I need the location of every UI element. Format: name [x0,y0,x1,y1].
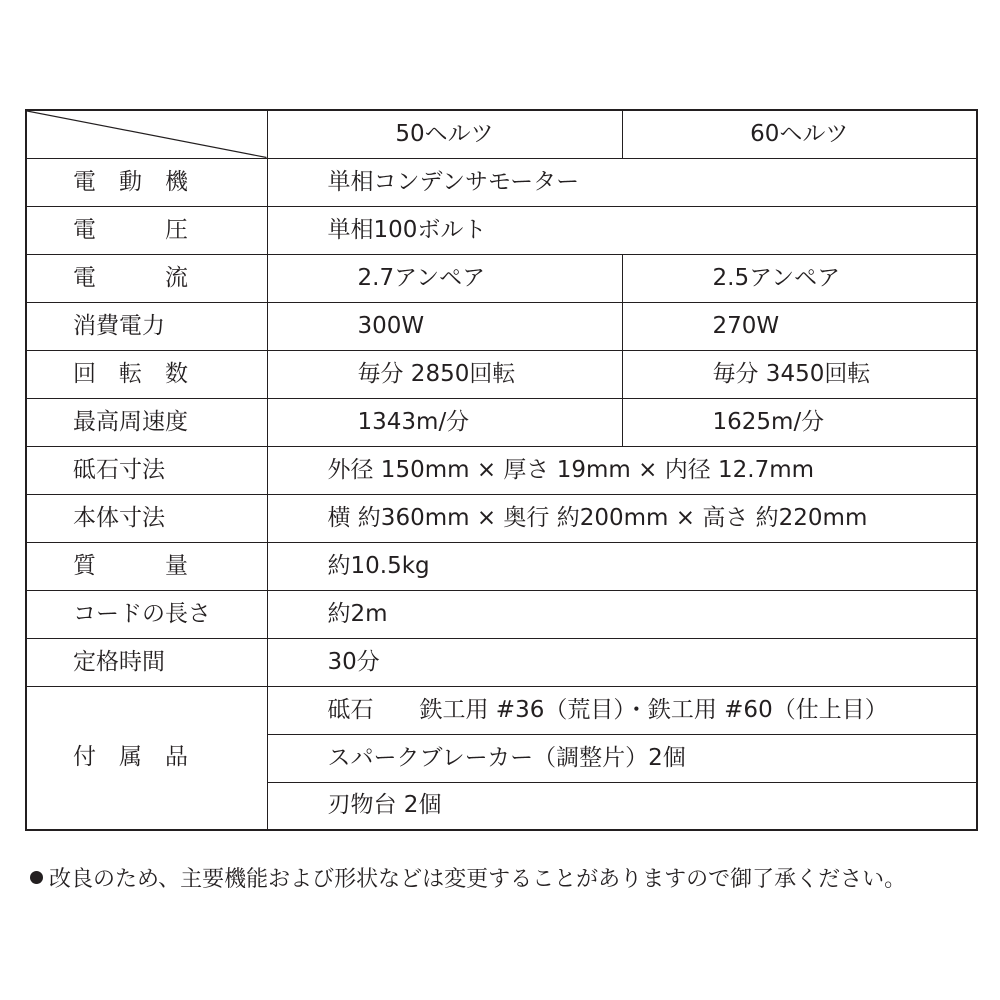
footnote [30,862,906,893]
value-current-60hz: 2.5アンペア [622,254,977,302]
value-accessory-1: 砥石 鉄工用 #36（荒目）・鉄工用 #60（仕上目） [267,686,977,734]
header-60hz: 60ヘルツ [622,110,977,158]
value-speed-60hz: 1625m/分 [622,398,977,446]
value-rating: 30分 [267,638,977,686]
bullet-icon [30,871,43,884]
row-label-power: 消費電力 [26,302,267,350]
table-row [26,158,977,206]
table-header-row [26,110,977,158]
table-row [26,494,977,542]
table-row [26,542,977,590]
value-rpm-50hz: 毎分 2850回転 [267,350,622,398]
row-label-accessories: 付 属 品 [26,686,267,830]
value-motor: 単相コンデンサモーター [267,158,977,206]
table-row [26,350,977,398]
row-label-voltage: 電 圧 [26,206,267,254]
row-label-body: 本体寸法 [26,494,267,542]
diagonal-line [27,111,267,158]
value-cord: 約2m [267,590,977,638]
row-label-cord: コードの長さ [26,590,267,638]
row-label-speed: 最高周速度 [26,398,267,446]
value-accessory-3: 刃物台 2個 [267,782,977,830]
value-mass: 約10.5kg [267,542,977,590]
row-label-rating: 定格時間 [26,638,267,686]
value-current-50hz: 2.7アンペア [267,254,622,302]
value-accessory-2: スパークブレーカー（調整片）2個 [267,734,977,782]
value-rpm-60hz: 毎分 3450回転 [622,350,977,398]
row-label-mass: 質 量 [26,542,267,590]
value-power-50hz: 300W [267,302,622,350]
value-body: 横 約360mm × 奥行 約200mm × 高さ 約220mm [267,494,977,542]
row-label-motor: 電 動 機 [26,158,267,206]
value-wheel: 外径 150mm × 厚さ 19mm × 内径 12.7mm [267,446,977,494]
footnote-text: 改良のため、主要機能および形状などは変更することがありますので御了承ください。 [49,867,907,892]
row-label-rpm: 回 転 数 [26,350,267,398]
table-row [26,302,977,350]
table-row [26,398,977,446]
table-row [26,254,977,302]
table-row [26,590,977,638]
value-voltage: 単相100ボルト [267,206,977,254]
row-label-wheel: 砥石寸法 [26,446,267,494]
header-50hz: 50ヘルツ [267,110,622,158]
table-row [26,446,977,494]
header-corner-cell [26,110,267,158]
table-row [26,206,977,254]
table-row [26,686,977,734]
table-row [26,638,977,686]
value-power-60hz: 270W [622,302,977,350]
value-speed-50hz: 1343m/分 [267,398,622,446]
spec-table [25,109,978,831]
row-label-current: 電 流 [26,254,267,302]
